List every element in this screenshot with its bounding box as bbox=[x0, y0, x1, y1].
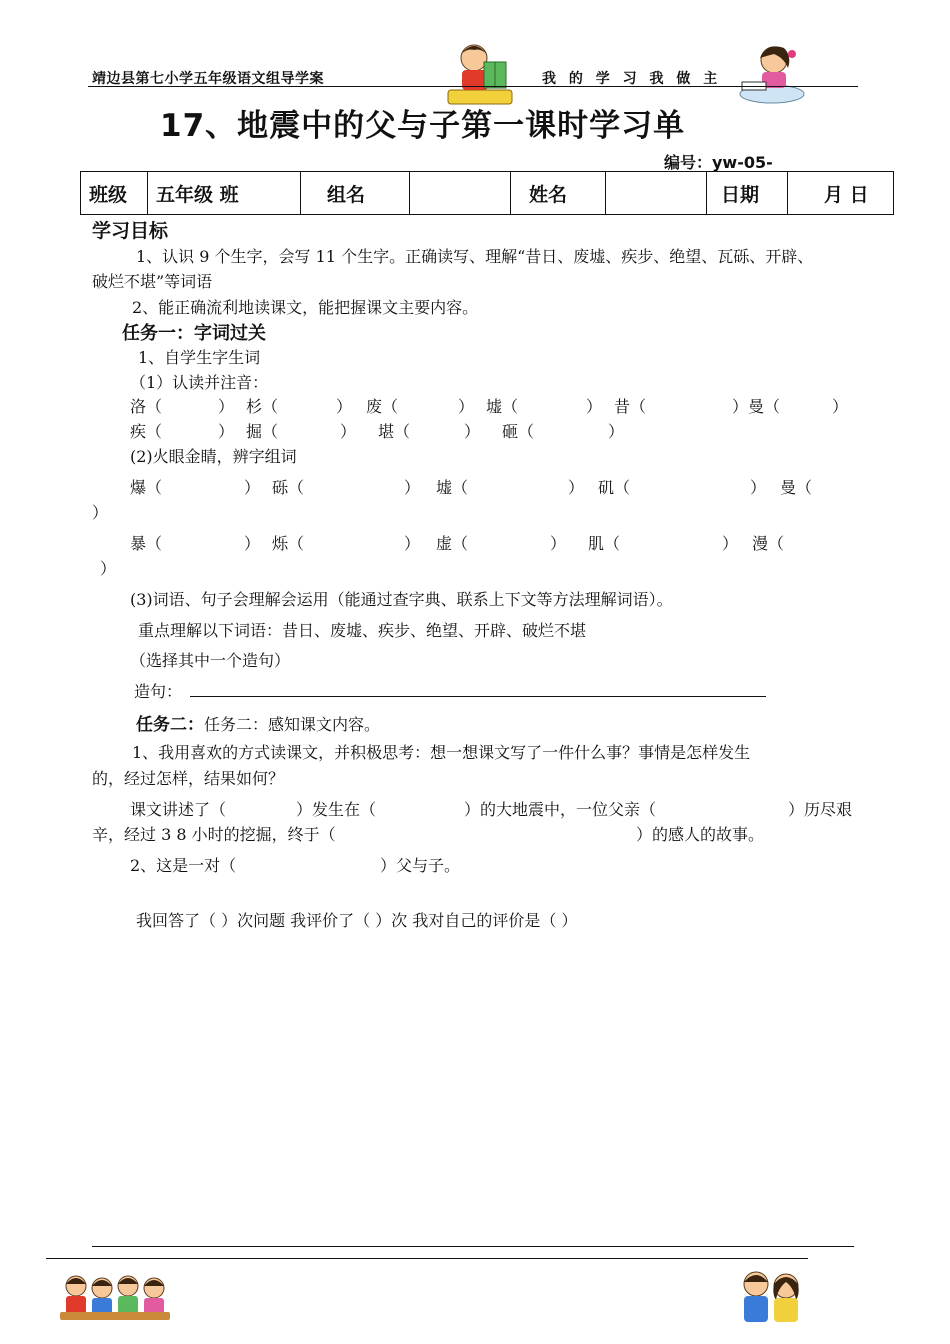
footer-rule-1 bbox=[92, 1246, 854, 1247]
pinyin-xu: 墟（ bbox=[486, 397, 519, 416]
pinyin-za-close: ） bbox=[608, 422, 625, 441]
task2-heading-rest: 任务二：感知课文内容。 bbox=[204, 715, 381, 734]
task2-heading-row bbox=[136, 710, 380, 735]
choose-note: （选择其中一个造句） bbox=[130, 651, 291, 670]
pinyin-jue-close: ） bbox=[340, 422, 357, 441]
compare-man2: 漫（ bbox=[752, 534, 785, 553]
goal-item-1: 1、认识 9 个生字，会写 11 个生字。正确读写、理解“昔日、废墟、疾步、绝望、瓦砾、开辟、 bbox=[136, 247, 814, 266]
pinyin-fei-close: ） bbox=[458, 397, 475, 416]
pinyin-luo: 洛（ bbox=[130, 397, 163, 416]
pinyin-kan: 堪（ bbox=[378, 422, 411, 441]
pinyin-ji: 疾（ bbox=[130, 422, 163, 441]
class-value: 五年级 班 bbox=[148, 172, 301, 215]
name-label: 姓名 bbox=[511, 172, 606, 215]
compare-xu2: 虚（ bbox=[436, 534, 469, 553]
group-field[interactable] bbox=[410, 172, 511, 215]
compare-man: 曼（ bbox=[780, 478, 813, 497]
pinyin-fei: 废（ bbox=[366, 397, 399, 416]
q2-open: 2、这是一对（ bbox=[130, 856, 237, 875]
compare-xu2-close: ） bbox=[550, 534, 567, 553]
group-label: 组名 bbox=[301, 172, 410, 215]
task1-sub1a: （1）认读并注音： bbox=[130, 373, 269, 392]
fill-b-2: ）的感人的故事。 bbox=[636, 825, 765, 844]
compare-ji-close: ） bbox=[750, 478, 767, 497]
pinyin-xu-close: ） bbox=[586, 397, 603, 416]
date-label: 日期 bbox=[707, 172, 788, 215]
sentence-input-line[interactable] bbox=[190, 696, 766, 697]
name-field[interactable] bbox=[606, 172, 707, 215]
pinyin-jue: 掘（ bbox=[246, 422, 279, 441]
kids-pair-icon bbox=[736, 1266, 808, 1326]
fill-a-4: ）历尽艰 bbox=[788, 800, 853, 819]
compare-li-close: ） bbox=[404, 478, 421, 497]
fill-a-2: ）发生在（ bbox=[296, 800, 377, 819]
compare-bao2: 暴（ bbox=[130, 534, 163, 553]
task2-heading: 任务二： bbox=[136, 715, 204, 735]
compare-bao: 爆（ bbox=[130, 478, 163, 497]
compare-shuo: 烁（ bbox=[272, 534, 305, 553]
pinyin-shan: 杉（ bbox=[246, 397, 279, 416]
pinyin-ji-close: ） bbox=[218, 422, 235, 441]
goal-item-1-cont: 破烂不堪”等词语 bbox=[92, 272, 213, 291]
compare-xu: 墟（ bbox=[436, 478, 469, 497]
fill-a-3: ）的大地震中，一位父亲（ bbox=[464, 800, 657, 819]
pinyin-xi: 昔（ bbox=[614, 397, 647, 416]
serial-number: 编号：yw-05- bbox=[664, 153, 773, 172]
fill-b-1: 辛，经过 3 8 小时的挖掘，终于（ bbox=[92, 825, 336, 844]
task1-sub1: 1、自学生字生词 bbox=[138, 348, 261, 367]
class-label: 班级 bbox=[81, 172, 148, 215]
compare-man2-close: ） bbox=[100, 559, 117, 578]
sentence-label: 造句： bbox=[134, 682, 183, 701]
compare-shuo-close: ） bbox=[404, 534, 421, 553]
school-header: 靖边县第七小学五年级语文组导学案 bbox=[92, 71, 324, 87]
pinyin-za: 砸（ bbox=[502, 422, 535, 441]
compare-man-close: ） bbox=[92, 503, 109, 522]
compare-ji2-close: ） bbox=[722, 534, 739, 553]
pinyin-shan-close: ） bbox=[336, 397, 353, 416]
compare-xu-close: ） bbox=[568, 478, 585, 497]
q2-close: ）父与子。 bbox=[380, 856, 461, 875]
compare-bao-close: ） bbox=[244, 478, 261, 497]
pinyin-man: ）曼（ bbox=[732, 397, 781, 416]
pinyin-luo-close: ） bbox=[218, 397, 235, 416]
goals-heading: 学习目标 bbox=[92, 220, 169, 242]
compare-ji2: 肌（ bbox=[588, 534, 621, 553]
task2-q1: 1、我用喜欢的方式读课文，并积极思考：想一想课文写了一件什么事？事情是怎样发生 bbox=[132, 743, 751, 762]
reading-girl-icon bbox=[734, 40, 806, 106]
compare-ji: 矶（ bbox=[598, 478, 631, 497]
self-evaluation: 我回答了（ ）次问题 我评价了（ ）次 我对自己的评价是（ ） bbox=[136, 911, 578, 930]
task1-sub1c: (3)词语、句子会理解会运用（能通过查字典、联系上下文等方法理解词语）。 bbox=[130, 590, 673, 609]
pinyin-kan-close: ） bbox=[464, 422, 481, 441]
fill-a-1: 课文讲述了（ bbox=[130, 800, 227, 819]
kids-group-icon bbox=[60, 1268, 170, 1324]
date-field[interactable]: 月 日 bbox=[788, 172, 894, 215]
task2-q1-cont: 的，经过怎样，结果如何？ bbox=[92, 769, 285, 788]
compare-li: 砾（ bbox=[272, 478, 305, 497]
footer-rule-2 bbox=[46, 1258, 808, 1259]
pinyin-man-close: ） bbox=[832, 397, 849, 416]
key-words: 重点理解以下词语：昔日、废墟、疾步、绝望、开辟、破烂不堪 bbox=[138, 621, 587, 640]
student-info-table bbox=[80, 171, 894, 215]
goal-item-2: 2、能正确流利地读课文，能把握课文主要内容。 bbox=[132, 298, 479, 317]
page-title: 17、地震中的父与子第一课时学习单 bbox=[160, 108, 686, 144]
task1-sub1b: (2)火眼金睛，辨字组词 bbox=[130, 447, 297, 466]
reading-boy-icon bbox=[444, 40, 516, 108]
compare-bao2-close: ） bbox=[244, 534, 261, 553]
header-rule bbox=[88, 86, 858, 87]
motto-header: 我 的 学 习 我 做 主 bbox=[542, 71, 722, 87]
task1-heading: 任务一：字词过关 bbox=[122, 323, 266, 344]
